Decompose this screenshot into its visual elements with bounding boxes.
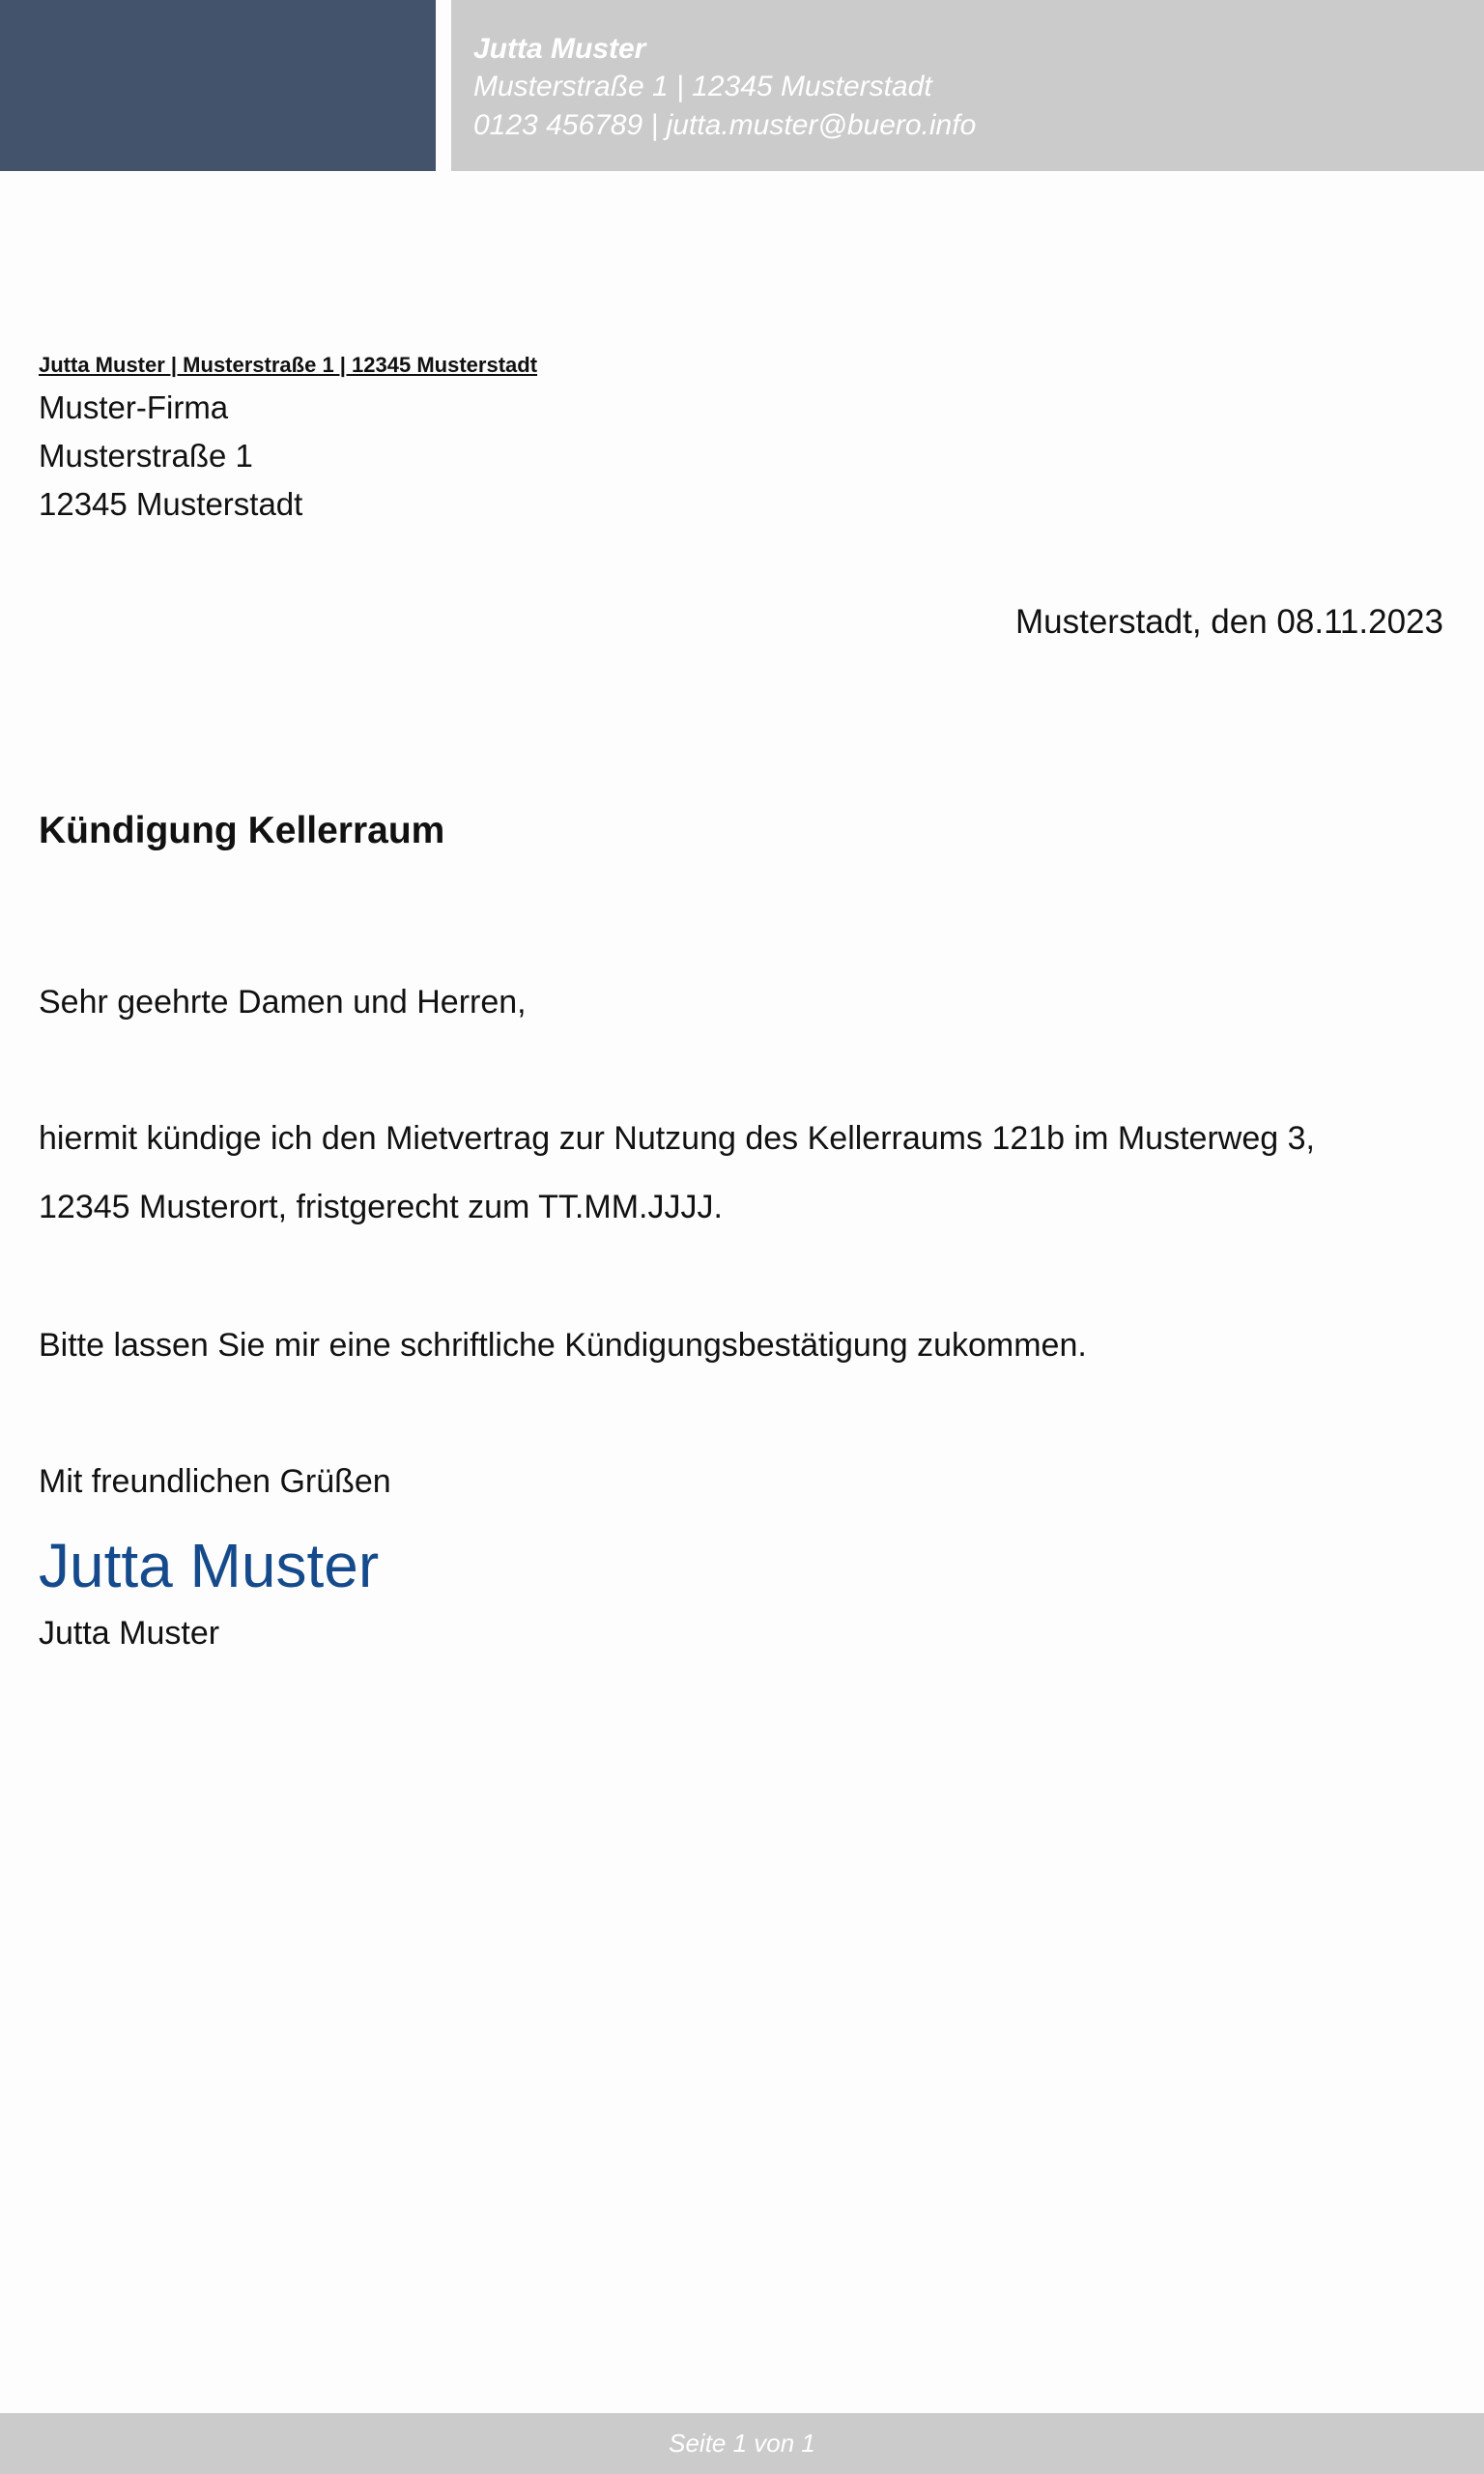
body-paragraph-2: Bitte lassen Sie mir eine schriftliche Kündigungsbestätigung zukommen. [39, 1327, 1087, 1364]
letter-date: Musterstadt, den 08.11.2023 [1015, 603, 1443, 641]
page-number: Seite 1 von 1 [669, 2429, 815, 2458]
closing: Mit freundlichen Grüßen [39, 1463, 391, 1500]
footer-bar [0, 2413, 1484, 2474]
sender-return-address: Jutta Muster | Musterstraße 1 | 12345 Musterstadt [39, 353, 538, 377]
letter-subject: Kündigung Kellerraum [39, 810, 445, 851]
letterhead-color-block [0, 0, 436, 171]
body-paragraph-1-line-1: hiermit kündige ich den Mietvertrag zur Nutzung des Kellerraums 121b im Musterweg 3, [39, 1120, 1315, 1157]
body-paragraph-1-line-2: 12345 Musterort, fristgerecht zum TT.MM.JJJJ. [39, 1189, 723, 1225]
recipient-company: Muster-Firma [39, 389, 229, 425]
letterhead-name: Jutta Muster [473, 33, 646, 65]
letterhead-address: Musterstraße 1 | 12345 Musterstadt [473, 71, 932, 102]
letterhead-contact: 0123 456789 | jutta.muster@buero.info [473, 109, 977, 141]
salutation: Sehr geehrte Damen und Herren, [39, 984, 527, 1021]
printed-name: Jutta Muster [39, 1615, 220, 1652]
signature: Jutta Muster [39, 1531, 380, 1600]
recipient-street: Musterstraße 1 [39, 438, 253, 474]
recipient-city: 12345 Musterstadt [39, 486, 303, 522]
